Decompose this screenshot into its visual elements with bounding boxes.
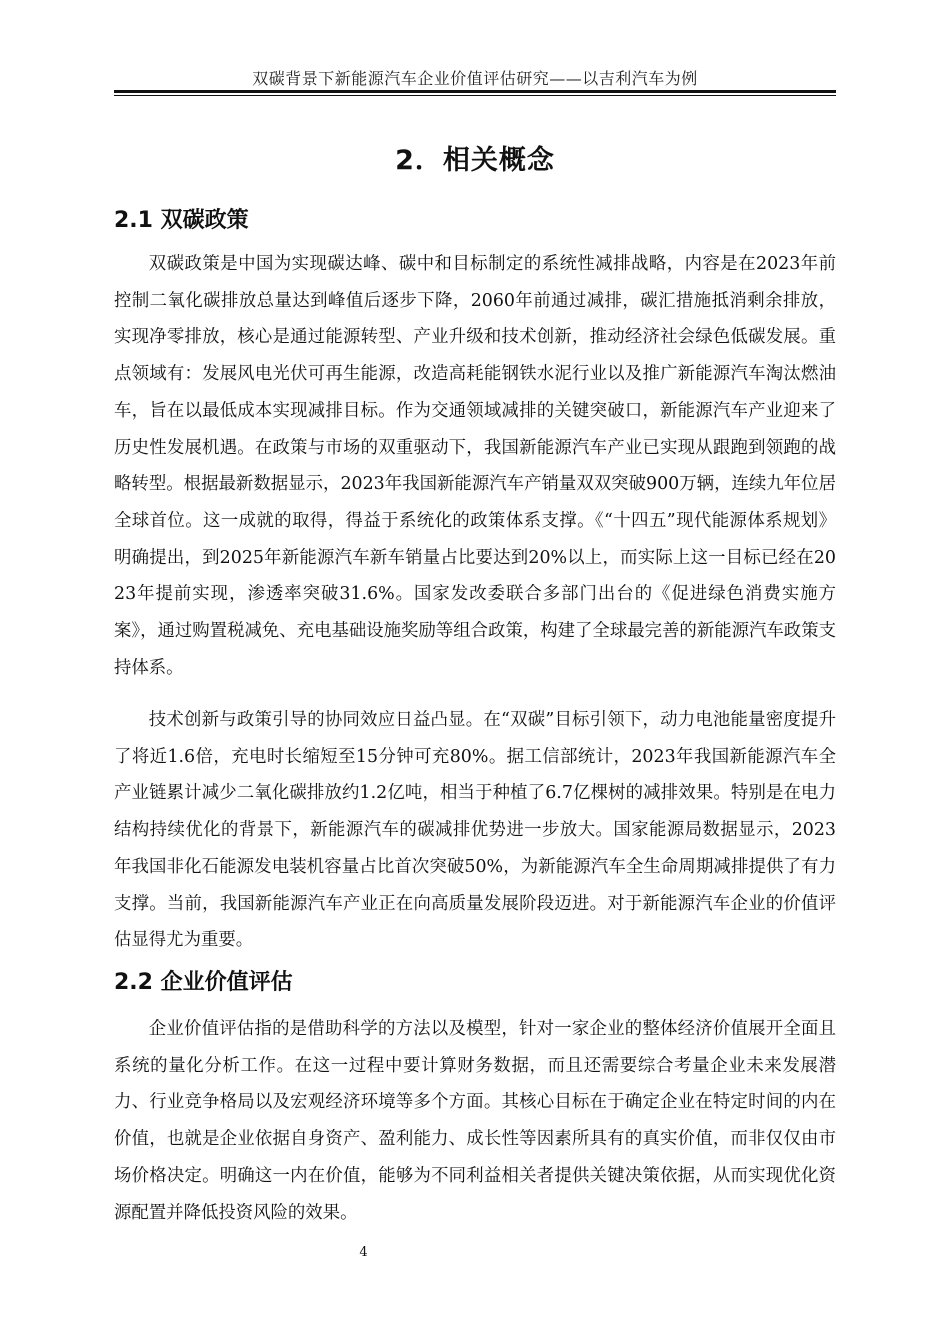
paragraph-2-1-b: 技术创新与政策引导的协同效应日益凸显。在“双碳”目标引领下，动力电池能量密度提升了将近1.6倍，充电时长缩短至15分钟可充80%。据工信部统计，2023年我国新能源汽车全产业链累计减少二氧化碳排放约1.2亿吨，相当于种植了6.7亿棵树的减排效果。特别是在电力结构持续优化的背景下，新能源汽车的碳减排优势进一步放大。国家能源局数据显示，2023年我国非化石能源发电装机容量占比首次突破50%，为新能源汽车全生命周期减排提供了有力支撑。当前，我国新能源汽车产业正在向高质量发展阶段迈进。对于新能源汽车企业的价值评估显得尤为重要。 bbox=[114, 710, 836, 951]
header-rule-thin bbox=[114, 95, 836, 96]
section-title-2-1: 2.1 双碳政策 bbox=[114, 208, 249, 233]
section-title-2-2: 2.2 企业价值评估 bbox=[114, 970, 293, 995]
header-rule-thick bbox=[114, 90, 836, 93]
chapter-title: 2．相关概念 bbox=[395, 145, 555, 176]
paragraph-2-1-a: 双碳政策是中国为实现碳达峰、碳中和目标制定的系统性减排战略，内容是在2023年前控制二氧化碳排放总量达到峰值后逐步下降，2060年前通过减排，碳汇措施抵消剩余排放，实现净零排放，核心是通过能源转型、产业升级和技术创新，推动经济社会绿色低碳发展。重点领域有：发展风电光伏可再生能源，改造高耗能钢铁水泥行业以及推广新能源汽车淘汰燃油车，旨在以最低成本实现减排目标。作为交通领域减排的关键突破口，新能源汽车产业迎来了历史性发展机遇。在政策与市场的双重驱动下，我国新能源汽车产业已实现从跟跑到领跑的战略转型。根据最新数据显示，2023年我国新能源汽车产销量双双突破900万辆，连续九年位居全球首位。这一成就的取得，得益于系统化的政策体系支撑。《“十四五”现代能源体系规划》明确提出，到2025年新能源汽车新车销量占比要达到20%以上，而实际上这一目标已经在2023年提前实现，渗透率突破31.6%。国家发改委联合多部门出台的《促进绿色消费实施方案》，通过购置税减免、充电基础设施奖励等组合政策，构建了全球最完善的新能源汽车政策支持体系。 bbox=[114, 254, 836, 678]
paragraph-2-2-a: 企业价值评估指的是借助科学的方法以及模型，针对一家企业的整体经济价值展开全面且系统的量化分析工作。在这一过程中要计算财务数据，而且还需要综合考量企业未来发展潜力、行业竞争格局以及宏观经济环境等多个方面。其核心目标在于确定企业在特定时间的内在价值，也就是企业依据自身资产、盈利能力、成长性等因素所具有的真实价值，而非仅仅由市场价格决定。明确这一内在价值，能够为不同利益相关者提供关键决策依据，从而实现优化资源配置并降低投资风险的效果。 bbox=[114, 1019, 836, 1223]
page-number: 4 bbox=[359, 1245, 368, 1260]
running-header: 双碳背景下新能源汽车企业价值评估研究——以吉利汽车为例 bbox=[252, 69, 698, 88]
